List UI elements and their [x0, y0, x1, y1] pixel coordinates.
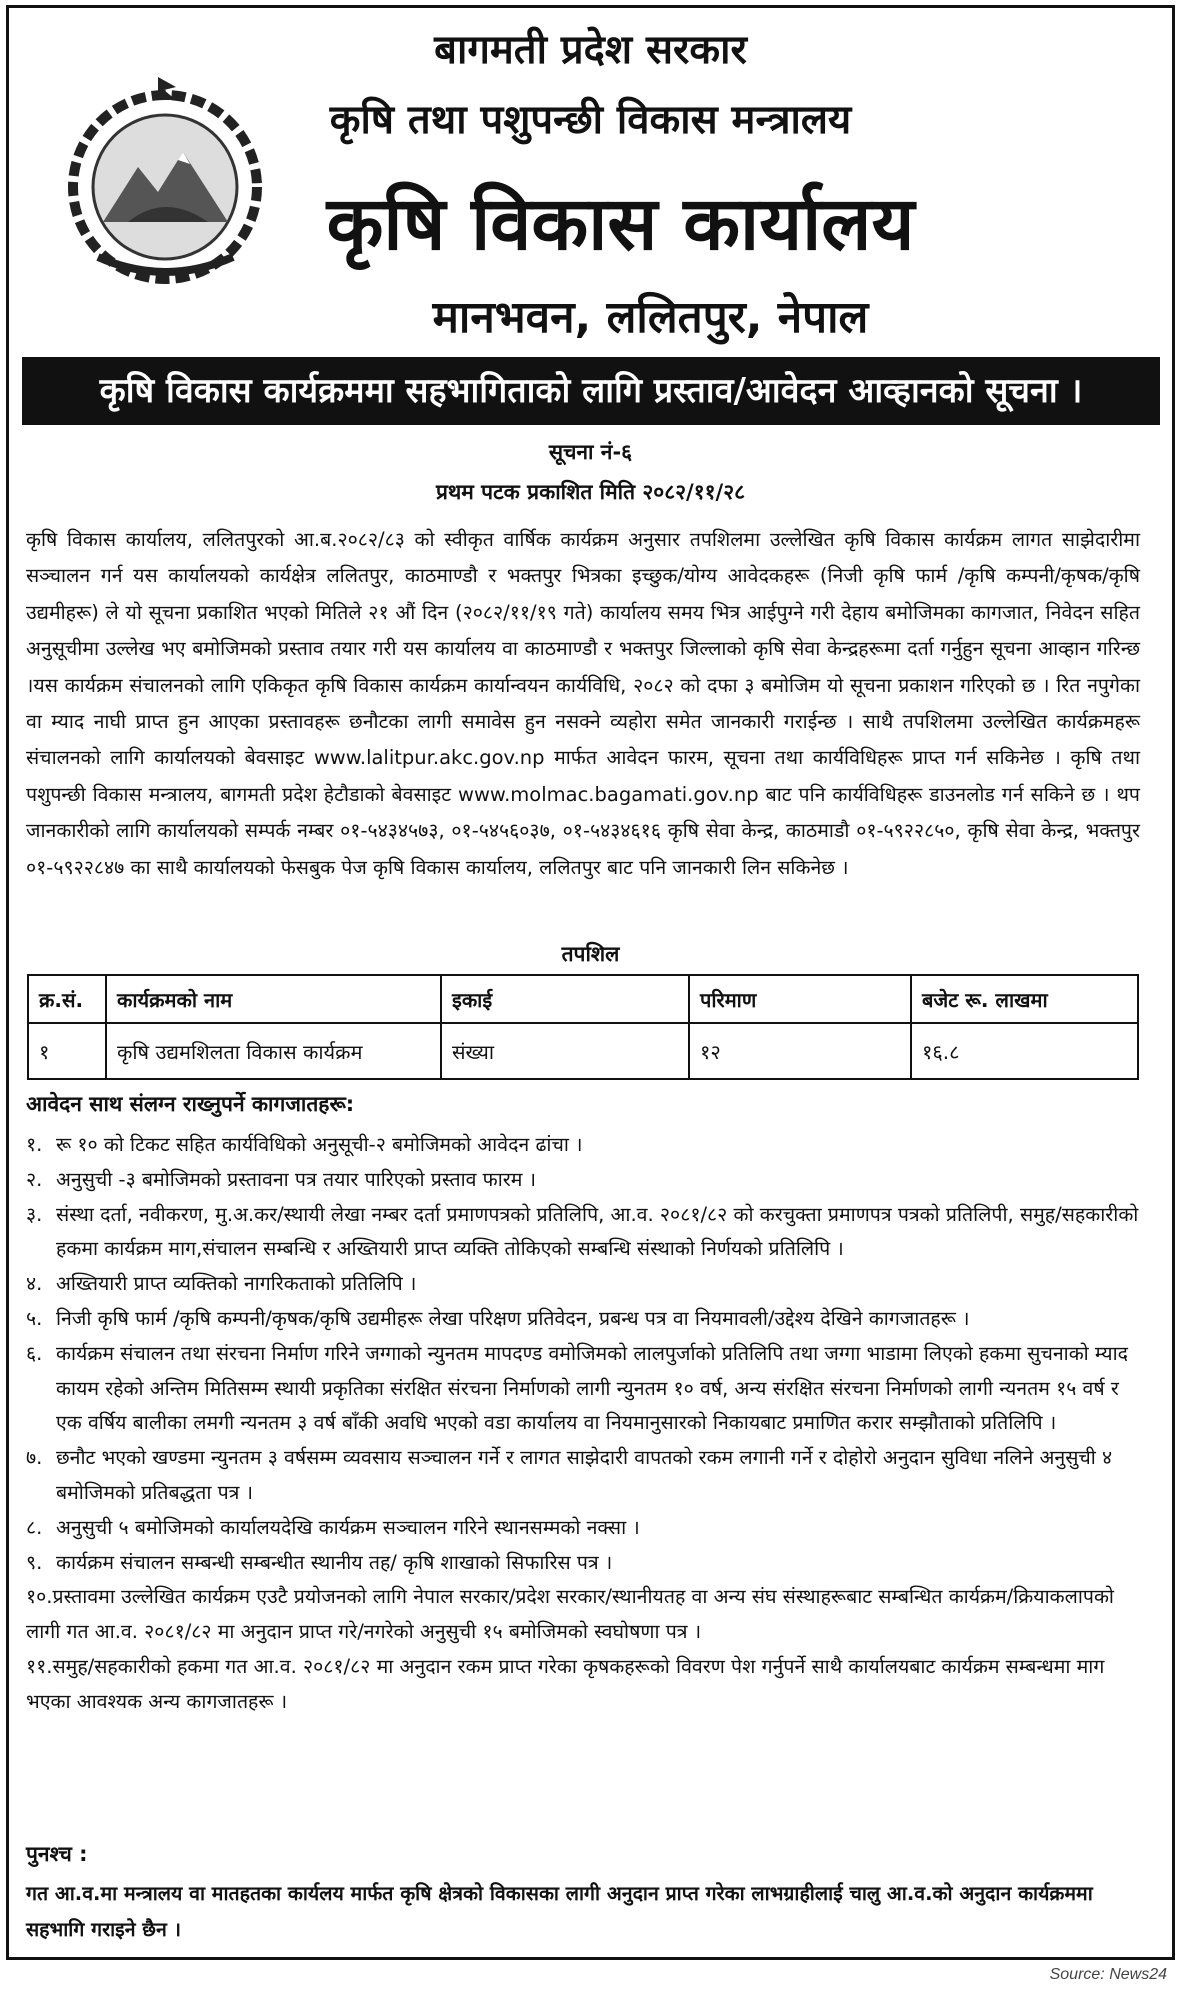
table-cell: १२ [689, 1023, 911, 1079]
list-item [26, 1546, 1144, 1581]
office-title: कृषि विकास कार्यालय [326, 181, 915, 267]
table-header-row [28, 975, 1138, 1023]
column-header: कार्यक्रमको नाम [106, 975, 441, 1023]
postscript-title: पुनश्च : [26, 1842, 88, 1866]
item-text: समुह/सहकारीको हकमा गत आ.व. २०८१/८२ मा अनुदान रकम प्राप्त गरेका कृषकहरूको विवरण पेश गर्नुपर्ने साथै कार्यालयबाट कार्यक्रम सम्बन्धमा माग भएका आवश्यक अन्य कागजातहरू । [26, 1654, 1105, 1713]
list-item [26, 1198, 1144, 1268]
ministry-title: कृषि तथा पशुपन्छी विकास मन्त्रालय [329, 97, 852, 143]
notice-number: सूचना नं-६ [548, 440, 633, 464]
table-cell: कृषि उद्यमशिलता विकास कार्यक्रम [106, 1023, 441, 1079]
notice-body: कृषि विकास कार्यालय, ललितपुरको आ.ब.२०८२/८३ को स्वीकृत वार्षिक कार्यक्रम अनुसार तपशिलमा उल्लेखित कृषि विकास कार्यक्रम लागत साझेदारीमा सञ्चालन गर्न यस कार्यालयको कार्यक्षेत्र ललितपुर, काठमाण्डौ र भक्तपुर भित्रका इच्छुक/योग्य आवेदकहरू (निजी कृषि फार्म /कृषि कम्पनी/कृषक/कृषि उद्यमीहरू) ले यो सूचना प्रकाशित भएको मितिले २१ औं दिन (२०८२/११/१९ गते) कार्यालय समय भित्र आईपुग्ने गरी देहाय बमोजिमका कागजात, निवेदन सहित अनुसूचीमा उल्लेख भए बमोजिमको प्रस्ताव तयार गरी यस कार्यालय वा काठमाण्डौ र भक्तपुर जिल्लाको कृषि सेवा केन्द्रहरूमा दर्ता गर्नुहुन सूचना आव्हान गरिन्छ ।यस कार्यक्रम संचालनको लागि एकिकृत कृषि विकास कार्यक्रम कार्यान्वयन कार्यविधि, २०८२ को दफा ३ बमोजिम यो सूचना प्रकाशन गरिएको छ । रित नपुगेका वा म्याद नाघी प्राप्त हुन आएका प्रस्तावहरू छनौटका लागी समावेस हुन नसक्ने व्यहोरा समेत जानकारी गराईन्छ । साथै तपशिलमा उल्लेखित कार्यक्रमहरू संचालनको लागि कार्यालयको बेवसाइट www.lalitpur.akc.gov.np मार्फत आवेदन फारम, सूचना तथा कार्यविधिहरू प्राप्त गर्न सकिनेछ । कृषि तथा पशुपन्छी विकास मन्त्रालय, बागमती प्रदेश हेटौडाको बेवसाइट www.molmac.bagamati.gov.np बाट पनि कार्यविधिहरू डाउनलोड गर्न सकिने छ । थप जानकारीको लागि कार्यालयको सम्पर्क नम्बर ०१-५४३४५७३, ०१-५४५६०३७, ०१-५४३४६१६ कृषि सेवा केन्द्र, काठमाडौ ०१-५९२२८५०, कृषि सेवा केन्द्र, भक्तपुर ०१-५९२२८४७ का साथै कार्यालयको फेसबुक पेज कृषि विकास कार्यालय, ललितपुर बाट पनि जानकारी लिन सकिनेछ । [26, 528, 1140, 879]
item-text: कार्यक्रम संचालन सम्बन्धी सम्बन्धीत स्थानीय तह/ कृषि शाखाको सिफारिस पत्र । [56, 1550, 613, 1574]
item-number: २. [26, 1167, 43, 1191]
item-number: ३. [26, 1202, 43, 1226]
list-item [26, 1128, 1144, 1163]
item-text: अनुसुची -३ बमोजिमको प्रस्तावना पत्र तयार पारिएको प्रस्ताव फारम । [56, 1167, 536, 1191]
item-text: कार्यक्रम संचालन तथा संरचना निर्माण गरिने जग्गाको न्युनतम मापदण्ड वमोजिमको लालपुर्जाको प्रतिलिपि तथा जग्गा भाडामा लिएको हकमा सुचनाको म्याद कायम रहेको अन्तिम मितिसम्म स्थायी प्रकृतिका संरक्षित संरचना निर्माणको लागी न्युनतम १० वर्ष, अन्य संरक्षित संरचना निर्माणको लागी न्यनतम १५ वर्ष र एक वर्षिय बालीका लमगी न्यनतम ३ वर्ष बाँकी अवधि भएको वडा कार्यालय वा नियमानुसारको निकायबाट प्रमाणित करार सम्झौताको प्रतिलिपि । [56, 1341, 1128, 1435]
notice-banner: कृषि विकास कार्यक्रममा सहभागिताको लागि प्रस्ताव/आवेदन आव्हानको सूचना । [22, 357, 1160, 425]
item-number: ६. [26, 1341, 43, 1365]
item-number: १. [26, 1133, 43, 1156]
item-text: अनुसुची ५ बमोजिमको कार्यालयदेखि कार्यक्रम सञ्चालन गरिने स्थानसम्मको नक्सा । [56, 1515, 640, 1539]
column-header: बजेट रू. लाखमा [911, 975, 1138, 1023]
item-number: ७. [26, 1446, 43, 1470]
item-text: प्रस्तावमा उल्लेखित कार्यक्रम एउटै प्रयोजनको लागि नेपाल सरकार/प्रदेश सरकार/स्थानीयतह वा अन्य संघ संस्थाहरूबाट सम्बन्धित कार्यक्रम/क्रियाकलापको लागी गत आ.व. २०८१/८२ मा अनुदान प्राप्त गरे/नगरेको अनुसुची १५ बमोजिमको स्वघोषणा पत्र । [26, 1585, 1114, 1644]
table-cell: संख्या [441, 1023, 689, 1079]
list-item [26, 1580, 1144, 1650]
list-item [26, 1511, 1144, 1546]
table-cell: १६.८ [911, 1023, 1138, 1079]
documents-list [26, 1128, 1144, 1720]
item-text: रू १० को टिकट सहित कार्यविधिको अनुसूची-२ बमोजिमको आवेदन ढांचा । [56, 1133, 583, 1156]
list-item [26, 1650, 1144, 1720]
source-credit: Source: News24 [1049, 1966, 1167, 1983]
list-item [26, 1337, 1144, 1441]
list-item [26, 1302, 1144, 1337]
schedule-title: तपशिल [561, 942, 620, 966]
item-text: अख्तियारी प्राप्त व्यक्तिको नागरिकताको प्रतिलिपि । [56, 1272, 417, 1296]
item-number: ५. [26, 1306, 43, 1330]
table-cell: १ [28, 1023, 106, 1079]
column-header: परिमाण [689, 975, 911, 1023]
item-number: ११. [26, 1654, 53, 1678]
item-text: संस्था दर्ता, नवीकरण, मु.अ.कर/स्थायी लेखा नम्बर दर्ता प्रमाणपत्रको प्रतिलिपि, आ.व. २०८१/८२ को करचुक्ता प्रमाणपत्र पत्रको प्रतिलिपी, समुह/सहकारीको हकमा कार्यक्रम माग,संचालन सम्बन्धि र अख्तियारी प्राप्त व्यक्ति तोकिएको सम्बन्धि संस्थाको निर्णयको प्रतिलिपि । [56, 1202, 1139, 1261]
list-item [26, 1267, 1144, 1302]
item-number: ४. [26, 1272, 43, 1296]
column-header: इकाई [441, 975, 689, 1023]
list-item [26, 1163, 1144, 1198]
column-header: क्र.सं. [28, 975, 106, 1023]
list-item [26, 1441, 1144, 1511]
office-address: मानभवन, ललितपुर, नेपाल [432, 292, 869, 343]
item-number: १०. [26, 1585, 53, 1609]
item-number: ८. [26, 1515, 43, 1539]
item-number: ९. [26, 1550, 43, 1574]
postscript-text: गत आ.व.मा मन्त्रालय वा मातहतका कार्यलय मार्फत कृषि क्षेत्रको विकासका लागी अनुदान प्राप्त गरेका लाभग्राहीलाई चालु आ.व.को अनुदान कार्यक्रममा सहभागि गराइने छैन । [26, 1882, 1093, 1941]
table-row [28, 1023, 1138, 1079]
documents-title: आवेदन साथ संलग्न राख्नुपर्ने कागजातहरू: [26, 1092, 355, 1116]
publish-date: प्रथम पटक प्रकाशित मिति २०८२/११/२८ [435, 480, 746, 504]
government-title: बागमती प्रदेश सरकार [434, 27, 747, 73]
item-text: निजी कृषि फार्म /कृषि कम्पनी/कृषक/कृषि उद्यमीहरू लेखा परिक्षण प्रतिवेदन, प्रबन्ध पत्र वा नियमावली/उद्देश्य देखिने कागजातहरू । [56, 1306, 970, 1330]
item-text: छनौट भएको खण्डमा न्युनतम ३ वर्षसम्म व्यवसाय सञ्चालन गर्ने र लागत साझेदारी वापतको रकम लगानी गर्ने र दोहोरो अनुदान सुविधा नलिने अनुसुची ४ बमोजिमको प्रतिबद्धता पत्र । [56, 1446, 1113, 1504]
schedule-table [27, 974, 1139, 1080]
